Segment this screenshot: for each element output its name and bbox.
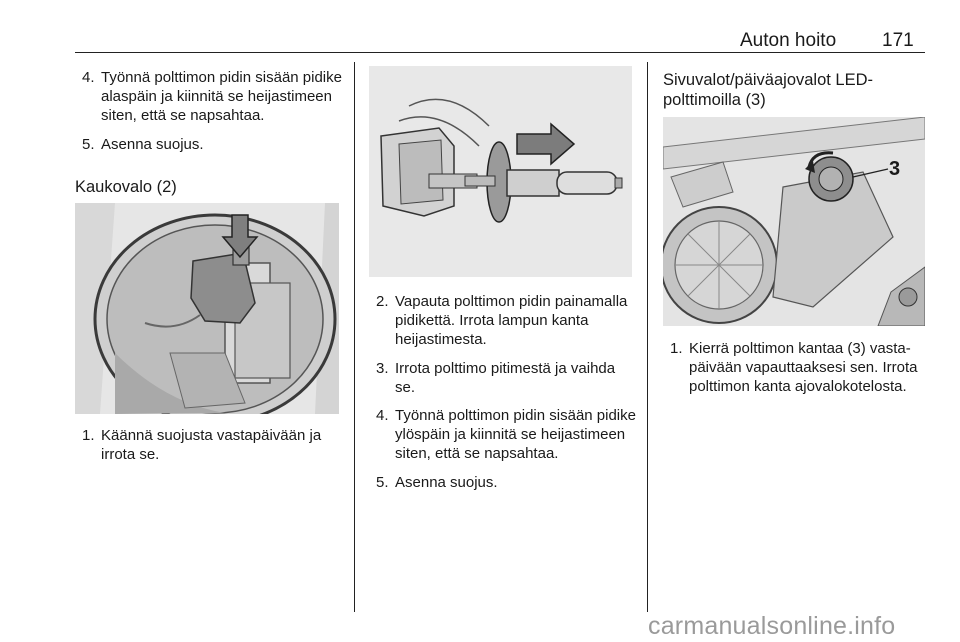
step-text: Vapauta polttimon pidin painamalla pidikettä. Irrota lampun kanta heijastimesta. — [395, 293, 628, 349]
list-item — [75, 426, 343, 464]
list-item — [663, 339, 928, 397]
page-number: 171 — [882, 30, 914, 51]
column-divider-1 — [354, 62, 355, 612]
step-number: 5. — [82, 135, 95, 153]
column-1-bottom — [75, 426, 343, 473]
step-text: Asenna suojus. — [101, 135, 204, 153]
step-number: 4. — [376, 407, 389, 425]
section-heading-side-lights: Sivuvalot/päiväajovalot LED-polttimoilla (3) — [663, 71, 874, 109]
list-item — [369, 359, 637, 397]
step-number: 2. — [376, 293, 389, 310]
column-2-steps — [369, 292, 637, 501]
step-number: 3. — [376, 359, 389, 377]
bulb-holder-figure — [369, 66, 632, 277]
step-number: 1. — [670, 340, 683, 357]
step-text: Käännä suojusta vastapäivään ja irrota se. — [101, 427, 322, 464]
list-item — [75, 68, 343, 126]
step-text: Asenna suojus. — [395, 473, 498, 491]
column-1 — [75, 68, 343, 163]
steps-list — [369, 292, 637, 492]
list-item — [369, 406, 637, 464]
step-number: 4. — [82, 69, 95, 86]
list-item — [369, 473, 637, 492]
step-text: Työnnä polttimon pidin sisään pidike ylöspäin ja kiinnitä se heijastimeen siten, että se napsahtaa. — [395, 407, 636, 463]
step-text: Irrota polttimo pitimestä ja vaihda se. — [395, 359, 616, 396]
high-beam-figure — [75, 203, 339, 414]
column-divider-2 — [647, 62, 648, 612]
step-number: 5. — [376, 473, 389, 491]
headlamp-bulb-illustration — [75, 203, 339, 414]
steps-list-top — [75, 68, 343, 154]
column-3-steps — [663, 339, 928, 406]
header-rule — [75, 52, 925, 53]
step-number: 1. — [82, 427, 95, 444]
list-item — [369, 292, 637, 350]
step-text: Kierrä polttimon kantaa (3) vastapäivään vapauttaaksesi sen. Irrota polttimon kanta ajovalokotelosta. — [689, 340, 918, 396]
watermark-text: carmanualsonline.info — [648, 612, 896, 640]
led-side-light-illustration — [663, 117, 925, 326]
bulb-removal-illustration — [369, 66, 632, 277]
section-heading-high-beam: Kaukovalo (2) — [75, 178, 177, 196]
steps-list — [663, 339, 928, 397]
list-item — [75, 135, 343, 154]
page-header-title: Auton hoito — [740, 30, 837, 51]
figure-callout-label: 3 — [889, 158, 901, 180]
steps-list-bottom — [75, 426, 343, 464]
step-text: Työnnä polttimon pidin sisään pidike alaspäin ja kiinnitä se heijastimeen siten, että se napsahtaa. — [101, 69, 342, 125]
side-light-figure — [663, 117, 925, 326]
